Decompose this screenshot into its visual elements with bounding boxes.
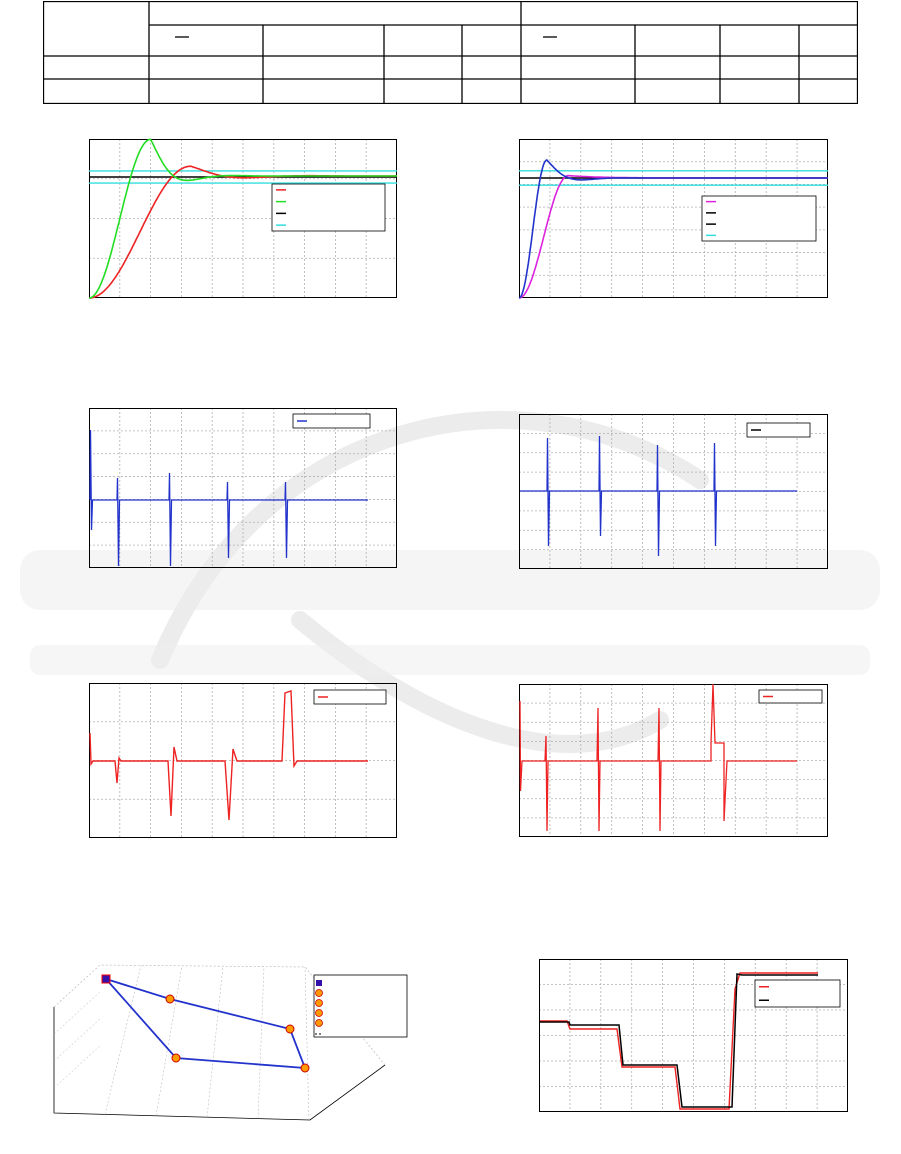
step-response-left-svg — [89, 139, 397, 298]
control-signal-right-plot — [519, 414, 828, 569]
step-response-right-svg — [519, 139, 828, 298]
start-point — [102, 975, 110, 983]
step-response-right-plot — [519, 139, 828, 298]
grid-line — [54, 1019, 100, 1061]
legend — [747, 423, 810, 437]
step-response-left-plot — [89, 139, 397, 298]
legend — [759, 690, 822, 703]
legend-swatch-start — [316, 980, 322, 986]
control-signal-right-svg — [519, 414, 828, 569]
grid-line — [54, 992, 100, 1034]
results-table — [43, 1, 858, 104]
error-signal-left-svg — [89, 683, 397, 838]
legend-box — [272, 184, 385, 231]
legend-swatch-waypoint — [316, 1020, 323, 1027]
grid-line — [305, 967, 309, 1120]
legend — [702, 196, 816, 241]
trajectory-3d-plot — [40, 955, 420, 1125]
series-blue — [90, 430, 368, 566]
trajectory-3d-svg — [40, 955, 420, 1125]
series-red — [520, 684, 797, 831]
staircase-tracking-plot — [539, 959, 848, 1112]
grid-line — [54, 1046, 100, 1088]
grid-line — [258, 967, 264, 1119]
legend-box — [314, 975, 407, 1037]
error-signal-right-plot — [519, 684, 828, 837]
waypoint-2 — [286, 1025, 294, 1033]
legend — [293, 414, 370, 428]
error-signal-left-plot — [89, 683, 397, 838]
waypoint-1 — [166, 995, 174, 1003]
error-signal-right-svg — [519, 684, 828, 837]
legend-box — [755, 980, 840, 1007]
legend — [314, 690, 386, 704]
waypoint-3 — [301, 1064, 309, 1072]
legend — [755, 980, 840, 1007]
trajectory-path — [106, 979, 305, 1068]
legend-box — [702, 196, 816, 241]
legend — [314, 975, 407, 1037]
series-red — [90, 691, 368, 820]
control-signal-left-svg — [89, 408, 397, 568]
grid — [89, 408, 397, 568]
legend-swatch-waypoint — [316, 990, 323, 997]
legend-swatch-waypoint — [316, 1000, 323, 1007]
staircase-tracking-svg — [539, 959, 848, 1112]
series-blue — [520, 436, 797, 556]
waypoint-4 — [172, 1054, 180, 1062]
legend — [272, 184, 385, 231]
control-signal-left-plot — [89, 408, 397, 568]
grid-line — [207, 966, 223, 1117]
legend-swatch-waypoint — [316, 1010, 323, 1017]
